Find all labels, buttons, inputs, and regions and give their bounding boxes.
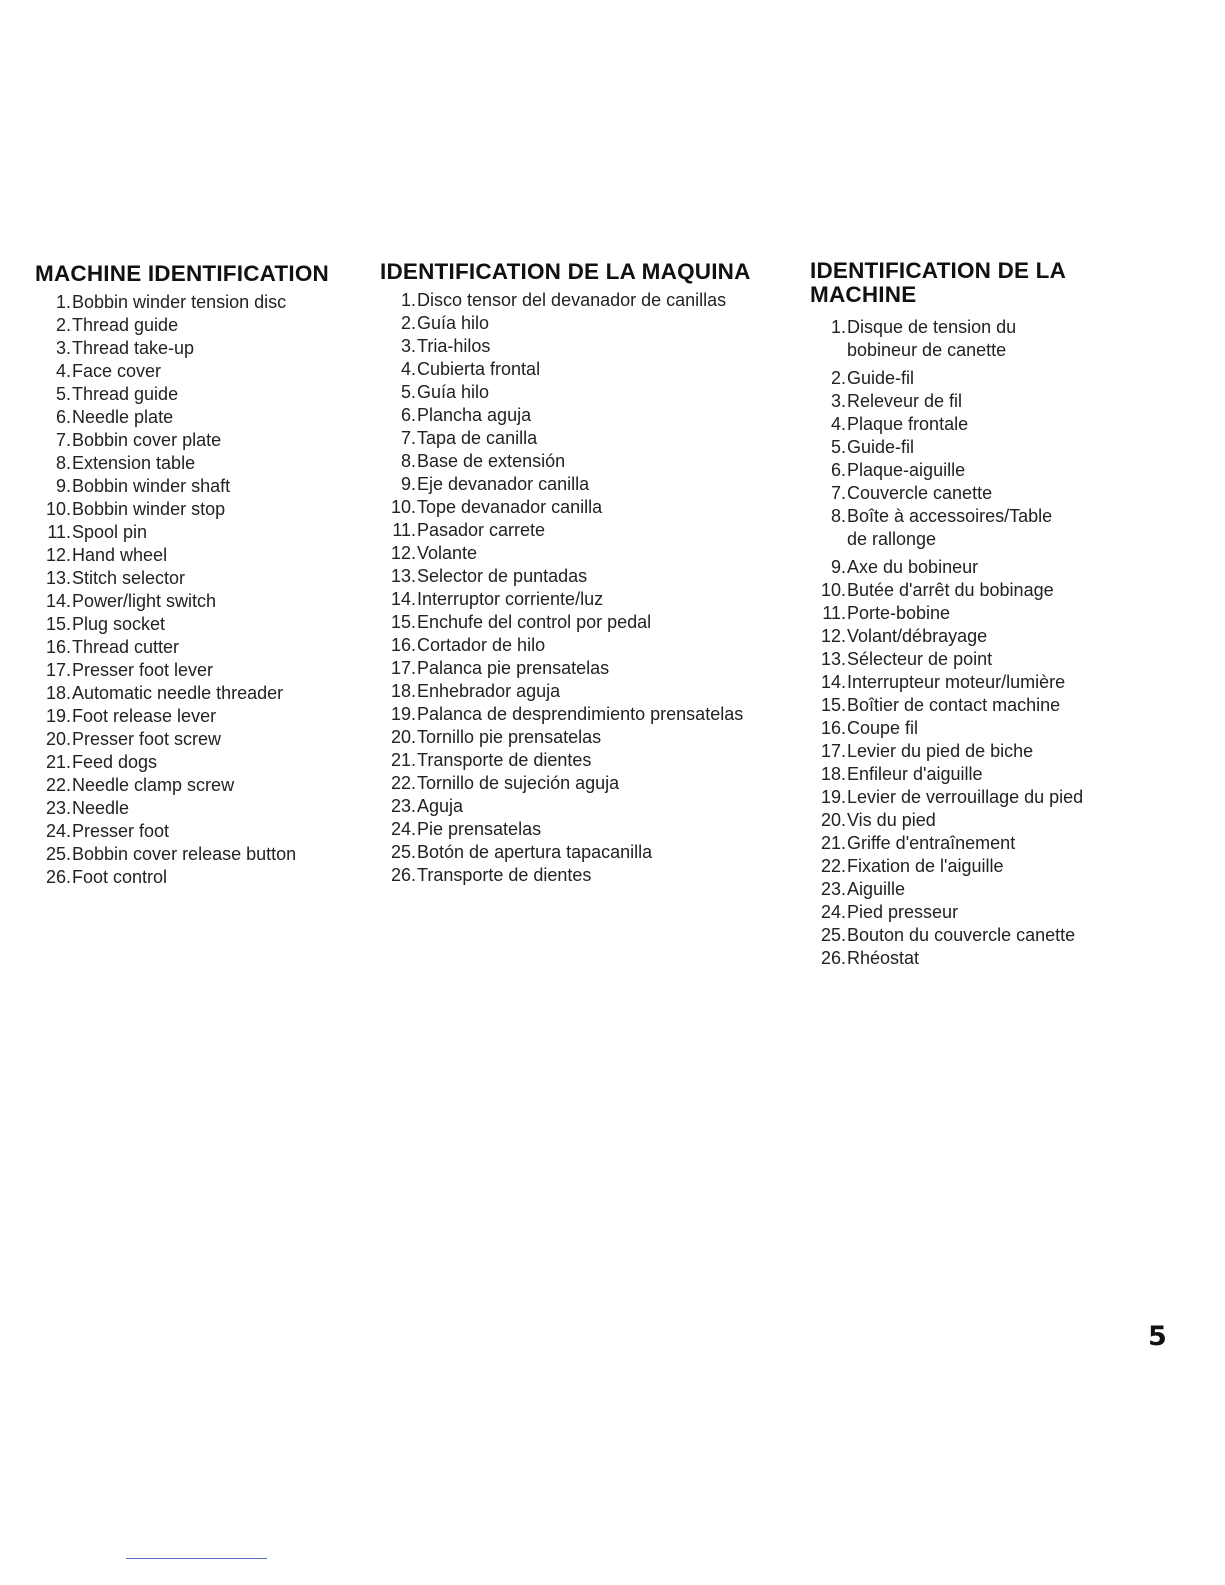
- item-number: 26.: [390, 865, 416, 885]
- list-item: [35, 659, 296, 682]
- item-number: 24.: [45, 821, 71, 841]
- list-item: [380, 519, 743, 542]
- item-label: Interruptor corriente/luz: [417, 589, 604, 609]
- list-item: [810, 740, 1083, 763]
- list-item: [810, 924, 1083, 947]
- english-parts-list: [35, 291, 296, 889]
- item-number: 11.: [822, 603, 846, 623]
- item-label: Hand wheel: [72, 545, 168, 565]
- item-number: 6.: [830, 460, 846, 480]
- item-number: 9.: [400, 474, 416, 494]
- item-number: 17.: [820, 741, 846, 761]
- list-item: [35, 820, 296, 843]
- list-item: [35, 291, 296, 314]
- item-number: 2.: [830, 368, 846, 388]
- item-number: 11.: [392, 520, 416, 540]
- list-item: [810, 316, 1083, 362]
- item-label: Thread guide: [72, 315, 179, 335]
- item-number: 9.: [55, 476, 71, 496]
- item-number: 13.: [390, 566, 416, 586]
- item-label: Plaque-aiguille: [847, 460, 966, 480]
- item-label: Disque de tension du bobineur de canette: [847, 317, 1017, 360]
- list-item: [810, 832, 1083, 855]
- item-label: Bobbin cover plate: [72, 430, 222, 450]
- list-item: [35, 774, 296, 797]
- list-item: [380, 335, 743, 358]
- list-item: [35, 498, 296, 521]
- item-number: 19.: [820, 787, 846, 807]
- spanish-parts-list: [380, 289, 743, 887]
- item-label: Enchufe del control por pedal: [417, 612, 652, 632]
- item-label: Sélecteur de point: [847, 649, 993, 669]
- item-number: 8.: [830, 506, 846, 526]
- item-number: 12.: [820, 626, 846, 646]
- item-label: Tapa de canilla: [417, 428, 538, 448]
- item-number: 12.: [390, 543, 416, 563]
- list-item: [380, 680, 743, 703]
- item-label: Bobbin winder shaft: [72, 476, 231, 496]
- list-item: [810, 763, 1083, 786]
- item-number: 22.: [820, 856, 846, 876]
- list-item: [380, 841, 743, 864]
- item-number: 10.: [820, 580, 846, 600]
- list-item: [810, 694, 1083, 717]
- list-item: [380, 772, 743, 795]
- item-number: 24.: [820, 902, 846, 922]
- item-number: 7.: [830, 483, 846, 503]
- list-item: [810, 947, 1083, 970]
- item-number: 25.: [45, 844, 71, 864]
- item-number: 4.: [830, 414, 846, 434]
- item-number: 2.: [55, 315, 71, 335]
- item-number: 15.: [390, 612, 416, 632]
- item-label: Transporte de dientes: [417, 865, 592, 885]
- list-item: [810, 671, 1083, 694]
- item-label: Guide-fil: [847, 437, 915, 457]
- item-number: 6.: [55, 407, 71, 427]
- item-number: 3.: [400, 336, 416, 356]
- item-number: 20.: [390, 727, 416, 747]
- item-number: 3.: [830, 391, 846, 411]
- item-label: Bouton du couvercle canette: [847, 925, 1076, 945]
- item-number: 9.: [830, 557, 846, 577]
- item-label: Spool pin: [72, 522, 148, 542]
- list-item: [35, 475, 296, 498]
- item-number: 20.: [45, 729, 71, 749]
- item-number: 16.: [390, 635, 416, 655]
- list-item: [810, 367, 1083, 390]
- item-number: 1.: [830, 317, 846, 337]
- list-item: [35, 728, 296, 751]
- french-parts-list: [810, 316, 1083, 970]
- item-label: Power/light switch: [72, 591, 217, 611]
- item-label: Rhéostat: [847, 948, 920, 968]
- list-item: [35, 406, 296, 429]
- item-number: 21.: [390, 750, 416, 770]
- list-item: [810, 809, 1083, 832]
- list-item: [380, 427, 743, 450]
- item-label: Aiguille: [847, 879, 906, 899]
- item-number: 16.: [45, 637, 71, 657]
- item-label: Cortador de hilo: [417, 635, 546, 655]
- list-item: [380, 749, 743, 772]
- item-label: Needle: [72, 798, 130, 818]
- item-label: Boîte à accessoires/Table de rallonge: [847, 506, 1053, 549]
- item-label: Tornillo pie prensatelas: [417, 727, 602, 747]
- item-label: Griffe d'entraînement: [847, 833, 1016, 853]
- item-number: 22.: [45, 775, 71, 795]
- item-number: 24.: [390, 819, 416, 839]
- list-item: [380, 864, 743, 887]
- item-label: Releveur de fil: [847, 391, 963, 411]
- item-label: Tria-hilos: [417, 336, 491, 356]
- item-label: Enfileur d'aiguille: [847, 764, 983, 784]
- item-label: Bobbin cover release button: [72, 844, 297, 864]
- item-label: Feed dogs: [72, 752, 158, 772]
- page-number: 5: [1148, 1321, 1167, 1352]
- item-label: Botón de apertura tapacanilla: [417, 842, 653, 862]
- item-label: Thread cutter: [72, 637, 180, 657]
- item-label: Thread guide: [72, 384, 179, 404]
- item-number: 25.: [390, 842, 416, 862]
- item-label: Foot control: [72, 867, 168, 887]
- item-label: Base de extensión: [417, 451, 566, 471]
- item-label: Enhebrador aguja: [417, 681, 561, 701]
- item-label: Presser foot: [72, 821, 170, 841]
- item-label: Aguja: [417, 796, 464, 816]
- list-item: [810, 648, 1083, 671]
- item-label: Guía hilo: [417, 382, 490, 402]
- list-item: [380, 289, 743, 312]
- item-number: 17.: [390, 658, 416, 678]
- item-label: Pasador carrete: [417, 520, 546, 540]
- item-number: 3.: [55, 338, 71, 358]
- item-number: 10.: [390, 497, 416, 517]
- item-number: 18.: [45, 683, 71, 703]
- item-label: Butée d'arrêt du bobinage: [847, 580, 1054, 600]
- item-label: Interrupteur moteur/lumière: [847, 672, 1066, 692]
- spanish-heading: IDENTIFICATION DE LA MAQUINA: [380, 259, 751, 284]
- list-item: [35, 797, 296, 820]
- item-label: Guide-fil: [847, 368, 915, 388]
- item-number: 11.: [47, 522, 71, 542]
- list-item: [380, 381, 743, 404]
- list-item: [380, 795, 743, 818]
- item-label: Plancha aguja: [417, 405, 532, 425]
- list-item: [380, 450, 743, 473]
- item-number: 16.: [820, 718, 846, 738]
- list-item: [810, 556, 1083, 579]
- list-item: [380, 496, 743, 519]
- item-label: Levier de verrouillage du pied: [847, 787, 1084, 807]
- list-item: [35, 613, 296, 636]
- item-label: Bobbin winder tension disc: [72, 292, 287, 312]
- item-label: Automatic needle threader: [72, 683, 284, 703]
- list-item: [35, 751, 296, 774]
- item-label: Tornillo de sujeción aguja: [417, 773, 620, 793]
- list-item: [810, 901, 1083, 924]
- list-item: [35, 705, 296, 728]
- item-number: 15.: [820, 695, 846, 715]
- item-number: 18.: [390, 681, 416, 701]
- list-item: [380, 726, 743, 749]
- list-item: [35, 567, 296, 590]
- item-label: Palanca de desprendimiento prensatelas: [417, 704, 744, 724]
- item-label: Presser foot lever: [72, 660, 214, 680]
- item-number: 21.: [820, 833, 846, 853]
- item-number: 26.: [820, 948, 846, 968]
- item-number: 1.: [400, 290, 416, 310]
- item-label: Plug socket: [72, 614, 166, 634]
- list-item: [35, 866, 296, 889]
- item-number: 7.: [400, 428, 416, 448]
- list-item: [35, 521, 296, 544]
- item-label: Disco tensor del devanador de canillas: [417, 290, 727, 310]
- item-label: Porte-bobine: [847, 603, 951, 623]
- list-item: [810, 482, 1083, 505]
- list-item: [810, 717, 1083, 740]
- item-number: 14.: [820, 672, 846, 692]
- item-number: 23.: [45, 798, 71, 818]
- item-label: Boîtier de contact machine: [847, 695, 1061, 715]
- item-number: 23.: [820, 879, 846, 899]
- item-label: Palanca pie prensatelas: [417, 658, 610, 678]
- item-label: Plaque frontale: [847, 414, 969, 434]
- list-item: [35, 337, 296, 360]
- list-item: [380, 358, 743, 381]
- item-number: 13.: [820, 649, 846, 669]
- list-item: [35, 636, 296, 659]
- list-item: [810, 786, 1083, 809]
- list-item: [380, 703, 743, 726]
- item-label: Pied presseur: [847, 902, 959, 922]
- item-number: 20.: [820, 810, 846, 830]
- item-label: Levier du pied de biche: [847, 741, 1034, 761]
- item-number: 14.: [390, 589, 416, 609]
- item-number: 14.: [45, 591, 71, 611]
- list-item: [380, 588, 743, 611]
- item-number: 22.: [390, 773, 416, 793]
- item-label: Volante: [417, 543, 478, 563]
- item-label: Eje devanador canilla: [417, 474, 590, 494]
- item-number: 25.: [820, 925, 846, 945]
- list-item: [810, 390, 1083, 413]
- item-label: Volant/débrayage: [847, 626, 988, 646]
- item-number: 5.: [400, 382, 416, 402]
- list-item: [810, 579, 1083, 602]
- item-number: 2.: [400, 313, 416, 333]
- list-item: [810, 625, 1083, 648]
- item-number: 8.: [400, 451, 416, 471]
- item-label: Fixation de l'aiguille: [847, 856, 1004, 876]
- item-label: Presser foot screw: [72, 729, 222, 749]
- list-item: [35, 452, 296, 475]
- scan-artifact-line: [126, 1558, 267, 1559]
- item-number: 13.: [45, 568, 71, 588]
- list-item: [380, 611, 743, 634]
- item-number: 4.: [55, 361, 71, 381]
- list-item: [380, 634, 743, 657]
- list-item: [35, 429, 296, 452]
- item-label: Transporte de dientes: [417, 750, 592, 770]
- list-item: [380, 818, 743, 841]
- list-item: [380, 542, 743, 565]
- list-item: [810, 505, 1083, 551]
- list-item: [810, 413, 1083, 436]
- english-heading: MACHINE IDENTIFICATION: [35, 261, 329, 286]
- item-number: 5.: [55, 384, 71, 404]
- item-label: Vis du pied: [847, 810, 936, 830]
- item-label: Guía hilo: [417, 313, 490, 333]
- list-item: [35, 360, 296, 383]
- item-label: Bobbin winder stop: [72, 499, 226, 519]
- french-heading: IDENTIFICATION DE LA MACHINE: [810, 258, 1066, 307]
- list-item: [810, 436, 1083, 459]
- item-label: Coupe fil: [847, 718, 919, 738]
- item-number: 19.: [390, 704, 416, 724]
- item-number: 1.: [55, 292, 71, 312]
- item-number: 19.: [45, 706, 71, 726]
- item-number: 8.: [55, 453, 71, 473]
- list-item: [380, 312, 743, 335]
- item-label: Stitch selector: [72, 568, 186, 588]
- item-number: 18.: [820, 764, 846, 784]
- item-number: 12.: [45, 545, 71, 565]
- item-number: 4.: [400, 359, 416, 379]
- item-number: 10.: [45, 499, 71, 519]
- item-label: Needle clamp screw: [72, 775, 235, 795]
- list-item: [380, 404, 743, 427]
- item-label: Thread take-up: [72, 338, 195, 358]
- item-label: Foot release lever: [72, 706, 217, 726]
- item-number: 5.: [830, 437, 846, 457]
- item-label: Pie prensatelas: [417, 819, 542, 839]
- item-number: 15.: [45, 614, 71, 634]
- list-item: [35, 682, 296, 705]
- list-item: [380, 565, 743, 588]
- list-item: [810, 602, 1083, 625]
- item-label: Tope devanador canilla: [417, 497, 603, 517]
- list-item: [35, 590, 296, 613]
- item-label: Needle plate: [72, 407, 174, 427]
- list-item: [810, 855, 1083, 878]
- item-number: 7.: [55, 430, 71, 450]
- item-label: Selector de puntadas: [417, 566, 588, 586]
- list-item: [810, 459, 1083, 482]
- item-number: 21.: [45, 752, 71, 772]
- item-number: 23.: [390, 796, 416, 816]
- list-item: [35, 843, 296, 866]
- list-item: [380, 473, 743, 496]
- item-label: Face cover: [72, 361, 162, 381]
- list-item: [35, 544, 296, 567]
- list-item: [810, 878, 1083, 901]
- list-item: [380, 657, 743, 680]
- list-item: [35, 314, 296, 337]
- item-label: Couvercle canette: [847, 483, 993, 503]
- list-item: [35, 383, 296, 406]
- item-number: 26.: [45, 867, 71, 887]
- item-number: 17.: [45, 660, 71, 680]
- item-label: Axe du bobineur: [847, 557, 979, 577]
- item-label: Cubierta frontal: [417, 359, 541, 379]
- item-number: 6.: [400, 405, 416, 425]
- item-label: Extension table: [72, 453, 196, 473]
